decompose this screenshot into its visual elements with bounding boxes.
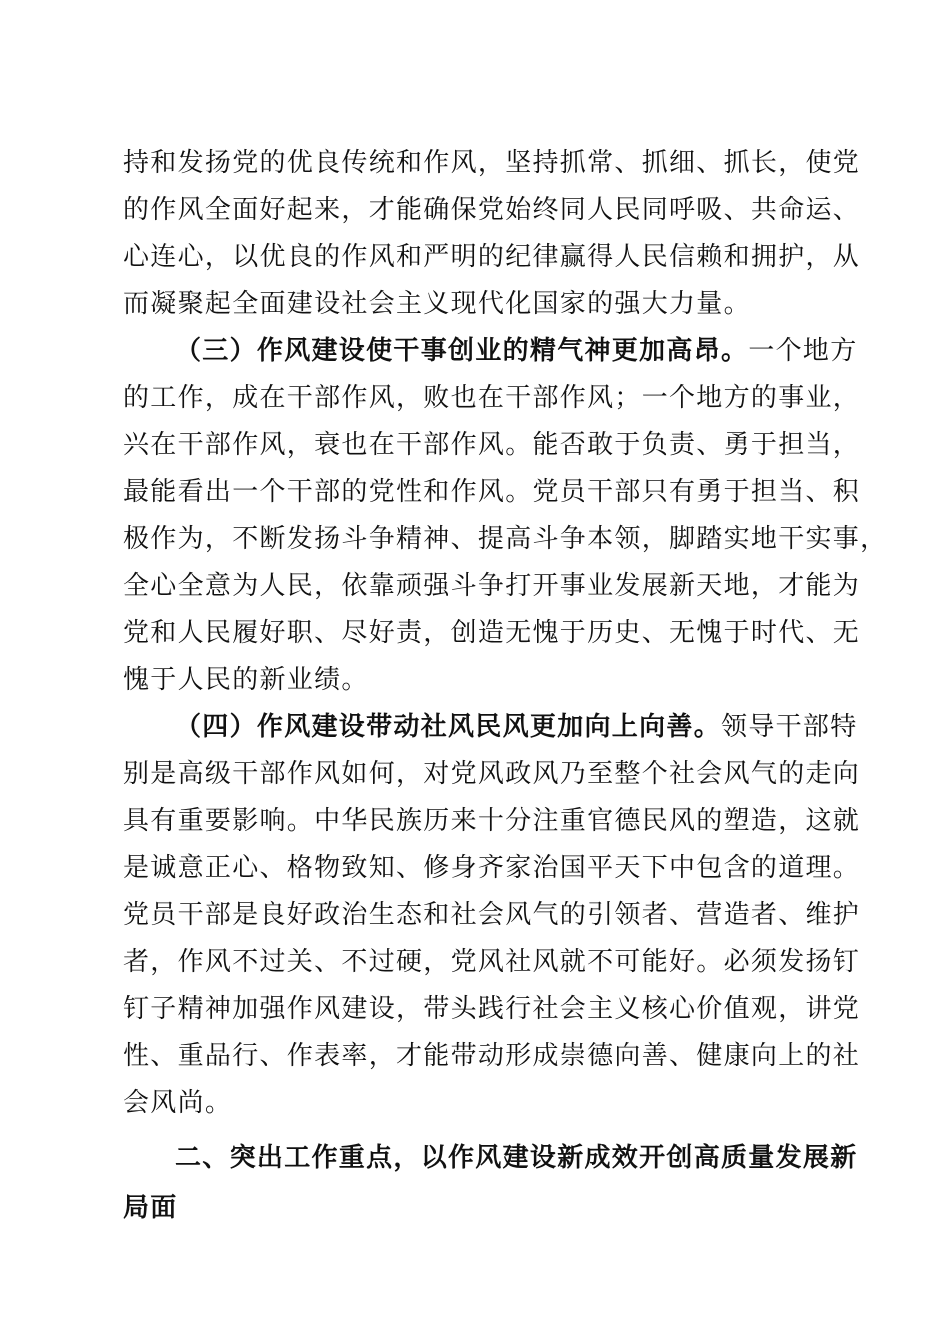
text-line: 是诚意正心、格物致知、修身齐家治国平天下中包含的道理。	[123, 853, 861, 883]
text-line: 最能看出一个干部的党性和作风。党员干部只有勇于担当、积	[123, 477, 861, 507]
paragraph-first-line	[123, 704, 858, 751]
text-line: 心连心，以优良的作风和严明的纪律赢得人民信赖和拥护，从	[123, 242, 861, 272]
text-line: 全心全意为人民，依靠顽强斗争打开事业发展新天地，才能为	[123, 571, 861, 601]
text-line: 钉子精神加强作风建设，带头践行社会主义核心价值观，讲党	[123, 994, 861, 1024]
section-heading	[123, 1133, 858, 1233]
text-line: 性、重品行、作表率，才能带动形成崇德向善、健康向上的社	[123, 1041, 861, 1071]
text-line: 党和人民履好职、尽好责，创造无愧于历史、无愧于时代、无	[123, 618, 861, 648]
text-run: 领导干部特	[721, 712, 858, 742]
text-line: 党员干部是良好政治生态和社会风气的引领者、营造者、维护	[123, 900, 861, 930]
text-line: 持和发扬党的优良传统和作风，坚持抓常、抓细、抓长，使党	[123, 148, 861, 178]
heading-line: 二、突出工作重点，以作风建设新成效开创高质量发展新	[175, 1143, 858, 1173]
text-line: 极作为，不断发扬斗争精神、提高斗争本领，脚踏实地干实事，	[123, 524, 888, 554]
text-run: 一个地方	[748, 336, 858, 366]
text-line: 会风尚。	[123, 1088, 233, 1118]
paragraph-section-4	[123, 704, 861, 1127]
paragraph-first-line	[123, 328, 858, 375]
text-line: 兴在干部作风，衰也在干部作风。能否敢于负责、勇于担当，	[123, 430, 861, 460]
text-line: 愧于人民的新业绩。	[123, 665, 369, 695]
text-line: 者，作风不过关、不过硬，党风社风就不可能好。必须发扬钉	[123, 947, 861, 977]
paragraph-section-3	[123, 328, 888, 704]
section-3-title: （三）作风建设使干事创业的精气神更加高昂。	[175, 336, 749, 366]
text-line: 别是高级干部作风如何，对党风政风乃至整个社会风气的走向	[123, 759, 861, 789]
text-line: 的作风全面好起来，才能确保党始终同人民同呼吸、共命运、	[123, 195, 861, 225]
section-4-title: （四）作风建设带动社风民风更加向上向善。	[175, 712, 722, 742]
document-body	[123, 140, 888, 1233]
heading-line: 局面	[123, 1193, 178, 1223]
paragraph-continuation	[123, 140, 861, 328]
text-line: 而凝聚起全面建设社会主义现代化国家的强大力量。	[123, 289, 751, 319]
text-line: 的工作，成在干部作风，败也在干部作风；一个地方的事业，	[123, 383, 861, 413]
text-line: 具有重要影响。中华民族历来十分注重官德民风的塑造，这就	[123, 806, 861, 836]
